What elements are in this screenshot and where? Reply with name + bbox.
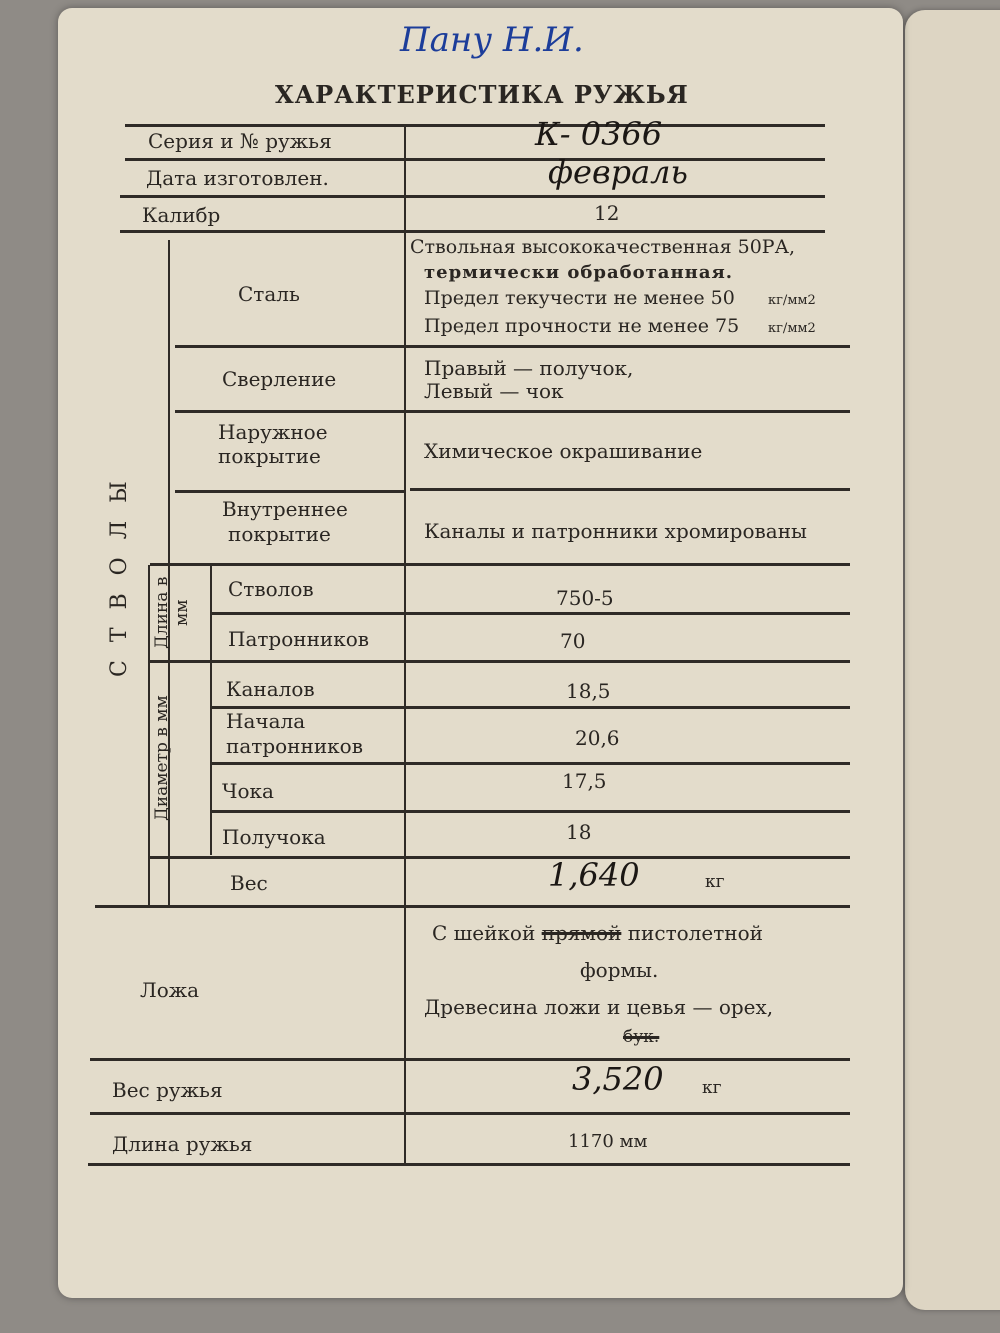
stock-struck-text: прямой — [541, 921, 622, 945]
steel-line: термически обработанная. — [424, 262, 734, 283]
divider — [175, 490, 405, 493]
stock-text: Древесина ложи и цевья — орех, — [424, 995, 774, 1019]
divider — [88, 1163, 850, 1166]
owner-handwriting: Пану Н.И. — [400, 20, 584, 60]
divider — [150, 563, 850, 566]
stock-text: формы. — [580, 958, 659, 982]
barrel-weight-unit: кг — [705, 872, 725, 892]
barrels-length-value: 750-5 — [556, 586, 614, 610]
date-label: Дата изготовлен. — [146, 166, 329, 190]
gun-weight-value: 3,520 — [572, 1060, 664, 1098]
divider — [175, 345, 850, 348]
chamber-start-label: Начала — [226, 709, 306, 733]
divider — [210, 762, 850, 765]
divider — [210, 612, 850, 615]
divider — [210, 706, 850, 709]
barrels-length-label: Стволов — [228, 577, 314, 601]
barrel-weight-value: 1,640 — [548, 856, 640, 894]
divider — [150, 856, 850, 859]
steel-unit: кг/мм2 — [768, 293, 816, 308]
stock-text: С шейкой — [432, 921, 536, 945]
boring-line: Правый — получок, — [424, 356, 634, 380]
steel-line: Предел прочности не менее 75 — [424, 315, 740, 337]
inner-label: Внутреннее — [222, 497, 348, 521]
stock-text: пистолетной — [627, 921, 763, 945]
bore-value: 18,5 — [566, 679, 611, 703]
chambers-length-value: 70 — [560, 629, 586, 653]
stock-label: Ложа — [140, 978, 200, 1002]
chamber-start-value: 20,6 — [575, 726, 620, 750]
outer-value: Химическое окрашивание — [424, 439, 703, 463]
stock-struck-text: бук. — [623, 1027, 660, 1047]
divider — [150, 660, 850, 663]
adjacent-page — [905, 10, 1000, 1310]
outer-label: покрытие — [218, 444, 321, 468]
chambers-length-label: Патронников — [228, 627, 370, 651]
boring-line: Левый — чок — [424, 379, 564, 403]
half-choke-label: Получока — [222, 825, 326, 849]
divider — [125, 158, 825, 161]
bore-label: Каналов — [226, 677, 315, 701]
serial-label: Серия и № ружья — [148, 129, 332, 153]
inner-value: Каналы и патронники хромированы — [424, 519, 807, 543]
gun-weight-label: Вес ружья — [112, 1078, 223, 1102]
divider — [90, 1112, 850, 1115]
gun-weight-unit: кг — [702, 1078, 722, 1098]
length-group-label: Длина в мм — [152, 576, 192, 650]
divider — [410, 488, 850, 491]
divider — [148, 565, 150, 905]
steel-label: Сталь — [238, 282, 300, 306]
chamber-start-label: патронников — [226, 734, 363, 758]
divider — [210, 810, 850, 813]
divider — [95, 905, 850, 908]
divider — [125, 124, 825, 127]
gun-length-label: Длина ружья — [112, 1132, 253, 1156]
divider — [120, 195, 825, 198]
page-title: ХАРАКТЕРИСТИКА РУЖЬЯ — [275, 80, 689, 109]
half-choke-value: 18 — [566, 820, 592, 844]
date-value: февраль — [548, 153, 688, 191]
choke-label: Чока — [222, 779, 274, 803]
divider — [175, 410, 850, 413]
serial-value: К- 0366 — [535, 115, 663, 153]
diameter-group-label: Диаметр в мм — [152, 695, 172, 821]
choke-value: 17,5 — [562, 769, 607, 793]
caliber-value: 12 — [594, 201, 620, 225]
gun-length-value: 1170 мм — [568, 1131, 648, 1152]
outer-label: Наружное — [218, 420, 328, 444]
divider — [120, 230, 825, 233]
steel-unit: кг/мм2 — [768, 321, 816, 336]
divider — [404, 124, 406, 1166]
divider — [90, 1058, 850, 1061]
steel-line: Предел текучести не менее 50 — [424, 287, 735, 309]
inner-label: покрытие — [228, 522, 331, 546]
boring-label: Сверление — [222, 367, 337, 391]
caliber-label: Калибр — [142, 203, 221, 227]
barrels-group-label: СТВОЛЫ — [107, 463, 132, 677]
steel-line: Ствольная высококачественная 50РА, — [410, 236, 796, 258]
barrel-weight-label: Вес — [230, 871, 268, 895]
